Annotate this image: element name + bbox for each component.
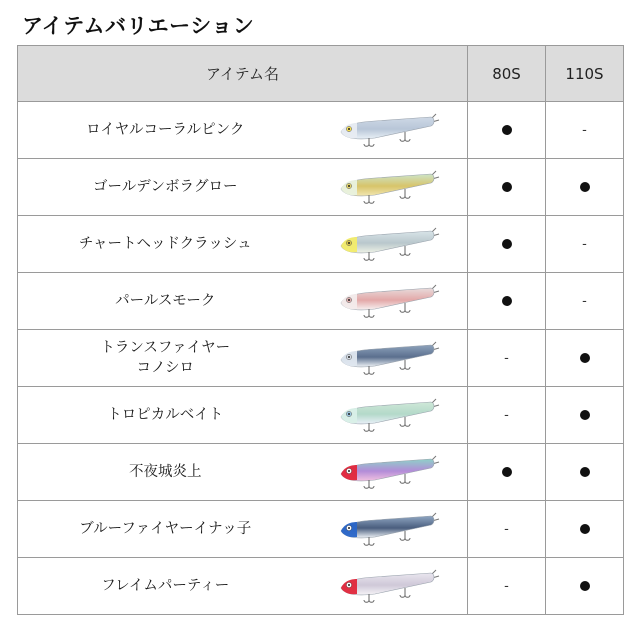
- item-name: フレイムパーティー: [18, 558, 313, 615]
- lure-image-cell: [313, 216, 468, 273]
- lure-icon: [335, 165, 445, 209]
- availability-80s: [468, 159, 546, 216]
- header-80s: 80S: [468, 46, 546, 102]
- lure-image-cell: [313, 330, 468, 387]
- availability-110s: [546, 273, 624, 330]
- availability-110s: [546, 159, 624, 216]
- item-name: ロイヤルコーラルピンク: [18, 102, 313, 159]
- availability-80s: [468, 501, 546, 558]
- unavailable-dash: -: [582, 237, 587, 252]
- lure-icon: [335, 507, 445, 551]
- available-dot: [502, 239, 512, 249]
- item-name: トロピカルベイト: [18, 387, 313, 444]
- unavailable-dash: -: [504, 351, 509, 366]
- lure-image-cell: [313, 102, 468, 159]
- availability-110s: [546, 387, 624, 444]
- unavailable-dash: -: [582, 294, 587, 309]
- item-name: 不夜城炎上: [18, 444, 313, 501]
- available-dot: [502, 467, 512, 477]
- table-row: [18, 444, 624, 501]
- availability-110s: [546, 102, 624, 159]
- lure-icon: [335, 108, 445, 152]
- lure-icon: [335, 393, 445, 437]
- availability-80s: [468, 558, 546, 615]
- lure-image-cell: [313, 387, 468, 444]
- table-row: [18, 501, 624, 558]
- item-name: トランスファイヤー コノシロ: [18, 330, 313, 387]
- available-dot: [580, 581, 590, 591]
- header-110s: 110S: [546, 46, 624, 102]
- available-dot: [580, 353, 590, 363]
- variation-table: [17, 45, 624, 615]
- available-dot: [502, 296, 512, 306]
- page-title: アイテムバリエーション: [22, 14, 255, 38]
- item-name: ゴールデンボラグロー: [18, 159, 313, 216]
- available-dot: [502, 125, 512, 135]
- availability-80s: [468, 444, 546, 501]
- lure-image-cell: [313, 501, 468, 558]
- lure-image-cell: [313, 558, 468, 615]
- available-dot: [580, 182, 590, 192]
- table-header-row: [18, 46, 624, 102]
- lure-icon: [335, 450, 445, 494]
- available-dot: [580, 467, 590, 477]
- table-row: [18, 159, 624, 216]
- availability-80s: [468, 387, 546, 444]
- availability-110s: [546, 558, 624, 615]
- table-row: [18, 387, 624, 444]
- table-row: [18, 273, 624, 330]
- lure-image-cell: [313, 444, 468, 501]
- item-name: パールスモーク: [18, 273, 313, 330]
- header-item-name: アイテム名: [18, 46, 468, 102]
- available-dot: [580, 410, 590, 420]
- table-row: [18, 558, 624, 615]
- unavailable-dash: -: [582, 123, 587, 138]
- availability-110s: [546, 330, 624, 387]
- available-dot: [502, 182, 512, 192]
- item-name: チャートヘッドクラッシュ: [18, 216, 313, 273]
- table-row: [18, 102, 624, 159]
- lure-icon: [335, 564, 445, 608]
- lure-icon: [335, 336, 445, 380]
- unavailable-dash: -: [504, 408, 509, 423]
- table-row: [18, 216, 624, 273]
- availability-110s: [546, 501, 624, 558]
- availability-110s: [546, 216, 624, 273]
- availability-80s: [468, 216, 546, 273]
- availability-110s: [546, 444, 624, 501]
- availability-80s: [468, 273, 546, 330]
- lure-icon: [335, 222, 445, 266]
- table-body: [18, 102, 624, 615]
- availability-80s: [468, 102, 546, 159]
- item-name: ブルーファイヤーイナッ子: [18, 501, 313, 558]
- lure-image-cell: [313, 159, 468, 216]
- unavailable-dash: -: [504, 579, 509, 594]
- unavailable-dash: -: [504, 522, 509, 537]
- lure-image-cell: [313, 273, 468, 330]
- available-dot: [580, 524, 590, 534]
- availability-80s: [468, 330, 546, 387]
- table-row: [18, 330, 624, 387]
- lure-icon: [335, 279, 445, 323]
